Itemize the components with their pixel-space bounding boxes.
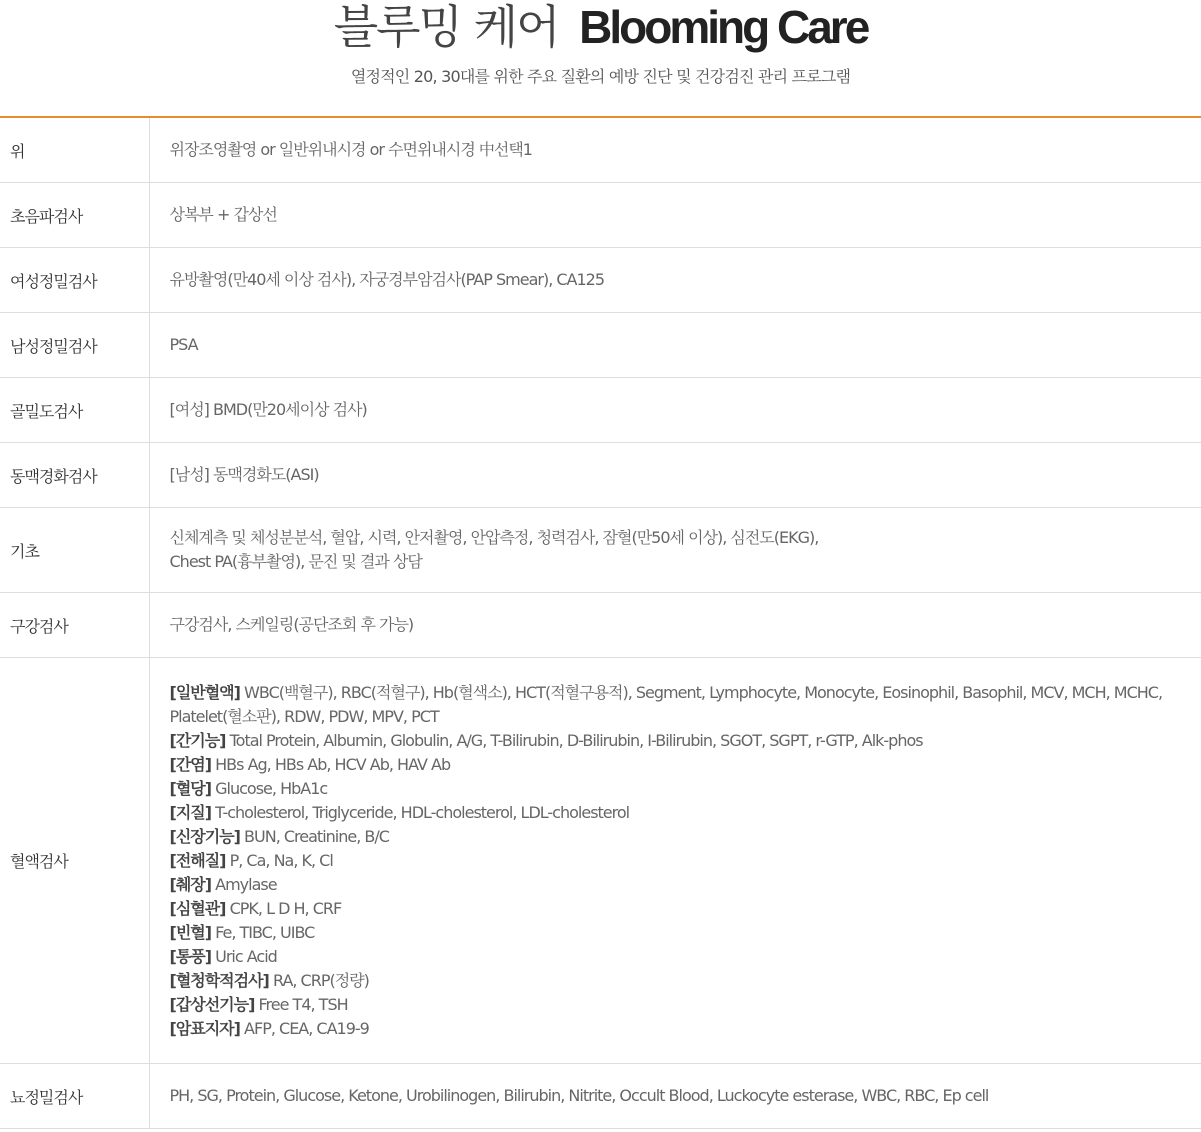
- blood-test-list: [149, 658, 1201, 1064]
- blood-item: [170, 873, 1192, 897]
- table-row: [0, 1064, 1201, 1129]
- row-description: [149, 378, 1201, 443]
- blood-item-text: T-cholesterol, Triglyceride, HDL-cholesterol, LDL-cholesterol: [215, 802, 630, 822]
- blood-item-text: BUN, Creatinine, B/C: [244, 826, 389, 846]
- blood-item-tag: [혈당]: [169, 778, 212, 798]
- blood-item-text: Uric Acid: [215, 946, 277, 966]
- blood-item: [170, 825, 1192, 849]
- blood-item-tag: [간기능]: [169, 730, 226, 750]
- row-category: 여성정밀검사: [0, 248, 149, 313]
- table-row: [0, 378, 1201, 443]
- page-title: [0, 0, 1201, 60]
- description-line: 위장조영촬영 or 일반위내시경 or 수면위내시경 中선택1: [169, 140, 532, 159]
- row-category: 위: [0, 118, 149, 183]
- title-korean: 블루밍 케어: [333, 0, 559, 54]
- blood-item: [170, 921, 1192, 945]
- description-line: [남성] 동맥경화도(ASI): [169, 465, 319, 484]
- description-line: 신체계측 및 체성분분석, 혈압, 시력, 안저촬영, 안압측정, 청력검사, 잠혈(만50세 이상), 심전도(EKG),: [169, 528, 819, 547]
- blood-item-text: AFP, CEA, CA19-9: [244, 1018, 369, 1038]
- table-row: [0, 183, 1201, 248]
- blood-item-text: RA, CRP(정량): [272, 970, 369, 990]
- blood-item: [170, 945, 1192, 969]
- blood-item: [170, 1017, 1192, 1041]
- blood-item-tag: [전해질]: [169, 850, 226, 870]
- row-description: [149, 313, 1201, 378]
- blood-item-text: HBs Ag, HBs Ab, HCV Ab, HAV Ab: [215, 754, 451, 774]
- blood-item-tag: [갑상선기능]: [169, 994, 255, 1014]
- blood-item-tag: [통풍]: [169, 946, 212, 966]
- description-line: PH, SG, Protein, Glucose, Ketone, Urobilinogen, Bilirubin, Nitrite, Occult Blood, Luckocyte esterase, WBC, RBC, Ep cell: [169, 1086, 989, 1105]
- blood-item-tag: [심혈관]: [169, 898, 226, 918]
- description-line: 상복부 + 갑상선: [169, 205, 277, 224]
- blood-item-text: Total Protein, Albumin, Globulin, A/G, T-Bilirubin, D-Bilirubin, I-Bilirubin, SGOT, SGPT, r-GTP, Alk-phos: [229, 730, 923, 750]
- row-description: [149, 248, 1201, 313]
- blood-item-text: P, Ca, Na, K, Cl: [229, 850, 333, 870]
- page-header: [0, 0, 1201, 118]
- blood-item-text: Amylase: [215, 874, 277, 894]
- row-description: [149, 118, 1201, 183]
- blood-item-text: Glucose, HbA1c: [215, 778, 328, 798]
- row-category: 동맥경화검사: [0, 443, 149, 508]
- blood-item: [170, 969, 1192, 993]
- description-line: [여성] BMD(만20세이상 검사): [169, 400, 367, 419]
- blood-item: [170, 897, 1192, 921]
- row-category: 혈액검사: [0, 658, 149, 1064]
- blood-item: [170, 777, 1192, 801]
- row-description: [149, 183, 1201, 248]
- blood-item: [170, 729, 1192, 753]
- table-row: [0, 443, 1201, 508]
- row-category: 초음파검사: [0, 183, 149, 248]
- blood-item: [170, 681, 1192, 729]
- blood-item: [170, 801, 1192, 825]
- row-description: [149, 508, 1201, 593]
- row-category: 기초: [0, 508, 149, 593]
- blood-item-tag: [빈혈]: [169, 922, 212, 942]
- blood-item-text: WBC(백혈구), RBC(적혈구), Hb(혈색소), HCT(적혈구용적), Segment, Lymphocyte, Monocyte, Eosinophil, Basophil, MCV, MCH, MCHC, Platelet(혈소판), RDW, PDW, MPV, PCT: [169, 682, 1163, 726]
- blood-item-tag: [신장기능]: [169, 826, 240, 846]
- blood-item-tag: [지질]: [169, 802, 212, 822]
- blood-item: [170, 993, 1192, 1017]
- row-category: 남성정밀검사: [0, 313, 149, 378]
- blood-item-tag: [간염]: [169, 754, 212, 774]
- description-line: Chest PA(흉부촬영), 문진 및 결과 상담: [169, 552, 422, 571]
- blood-item-tag: [혈청학적검사]: [169, 970, 269, 990]
- table-row: [0, 508, 1201, 593]
- title-english: Blooming Care: [579, 1, 868, 53]
- row-description: [149, 443, 1201, 508]
- row-category: 뇨정밀검사: [0, 1064, 149, 1129]
- blood-item-tag: [췌장]: [169, 874, 212, 894]
- blood-item-tag: [일반혈액]: [169, 682, 240, 702]
- blood-item-text: CPK, L D H, CRF: [229, 898, 342, 918]
- row-category: 구강검사: [0, 593, 149, 658]
- table-row: [0, 248, 1201, 313]
- table-row: [0, 118, 1201, 183]
- row-description: [149, 1064, 1201, 1129]
- description-line: 유방촬영(만40세 이상 검사), 자궁경부암검사(PAP Smear), CA125: [169, 270, 605, 289]
- row-category: 골밀도검사: [0, 378, 149, 443]
- blood-item: [170, 849, 1192, 873]
- blood-item-text: Fe, TIBC, UIBC: [215, 922, 315, 942]
- description-line: 구강검사, 스케일링(공단조회 후 가능): [169, 615, 414, 634]
- checkup-table: [0, 118, 1201, 1129]
- blood-item: [170, 753, 1192, 777]
- page-subtitle: 열정적인 20, 30대를 위한 주요 질환의 예방 진단 및 건강검진 관리 프로그램: [350, 67, 851, 86]
- table-row: [0, 658, 1201, 1064]
- blood-item-text: Free T4, TSH: [258, 994, 348, 1014]
- blood-item-tag: [암표지자]: [169, 1018, 240, 1038]
- description-line: PSA: [169, 335, 198, 354]
- table-row: [0, 313, 1201, 378]
- row-description: [149, 593, 1201, 658]
- table-row: [0, 593, 1201, 658]
